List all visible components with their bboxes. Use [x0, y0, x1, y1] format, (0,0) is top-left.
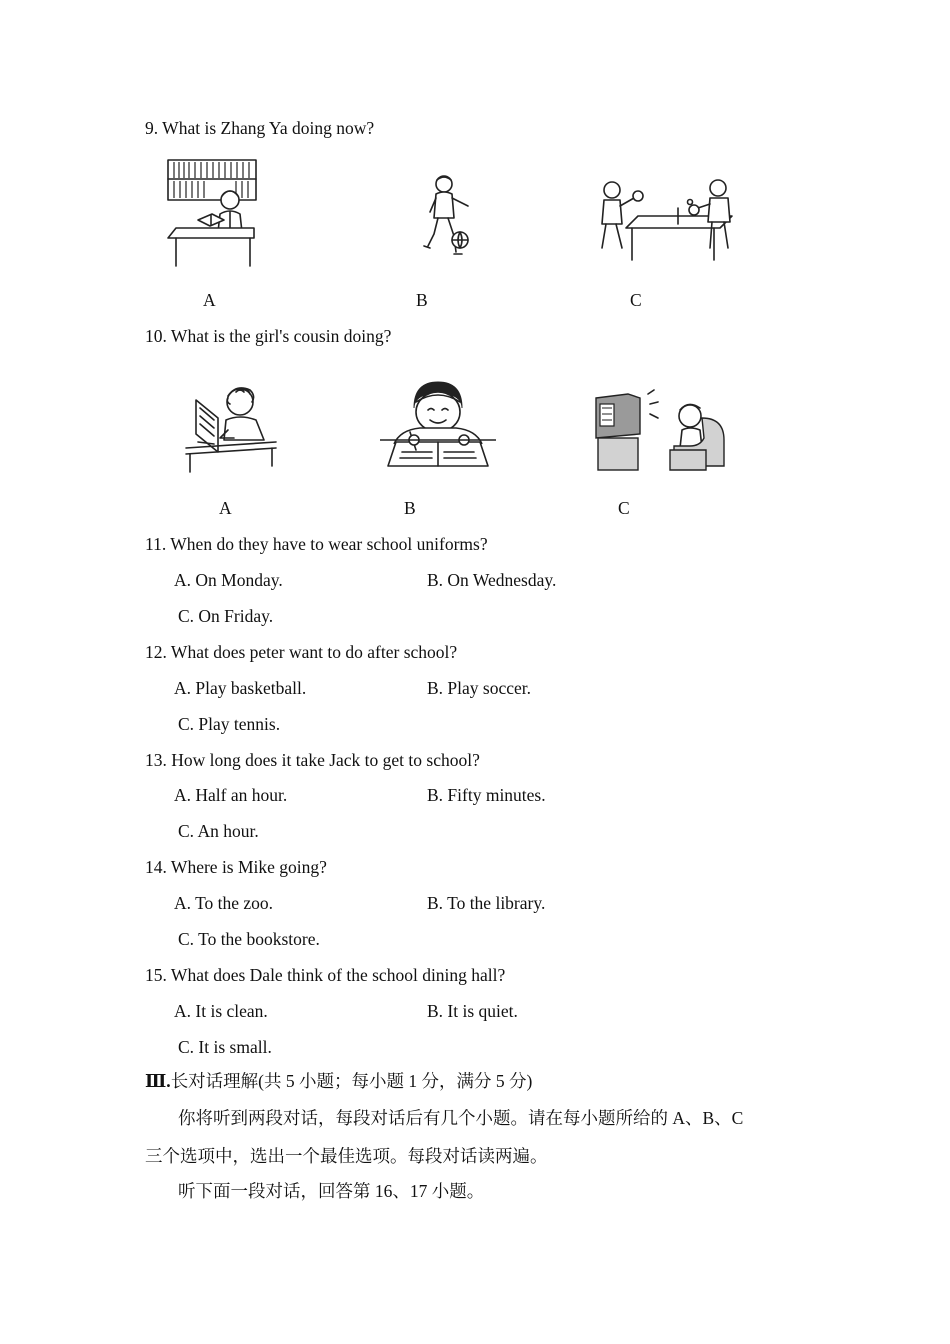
boy-icon [220, 388, 264, 440]
q9-option-a-label: A [203, 290, 216, 310]
section-3-prompt: 听下面一段对话，回答第 16、17 小题。 [178, 1181, 485, 1201]
q9-option-a-image [166, 158, 258, 268]
section-3-title: 长对话理解(共 5 小题；每小题 1 分，满分 5 分) [170, 1071, 533, 1091]
section-3-instruction-line-2: 三个选项中，选出一个最佳选项。每段对话读两遍。 [145, 1146, 548, 1166]
desk-icon [186, 442, 276, 472]
boy-icon [394, 382, 482, 444]
question-12: 12. What does peter want to do after school? [145, 642, 458, 662]
sound-lines-icon [648, 390, 658, 418]
q14-option-a: A. To the zoo. [174, 893, 274, 913]
q10-option-c-label: C [618, 498, 630, 518]
q10-option-a-label: A [219, 498, 232, 518]
q11-option-c: C. On Friday. [178, 606, 274, 626]
q13-option-b: B. Fifty minutes. [427, 785, 546, 805]
q9-option-c-label: C [630, 290, 642, 310]
desk-icon [168, 228, 254, 266]
q12-option-a: A. Play basketball. [174, 678, 307, 698]
question-9: 9. What is Zhang Ya doing now? [145, 118, 375, 138]
q11-option-b: B. On Wednesday. [427, 570, 557, 590]
notebook-icon [388, 442, 488, 466]
question-15: 15. What does Dale think of the school dining hall? [145, 965, 506, 985]
q11-option-a: A. On Monday. [174, 570, 283, 590]
question-11: 11. When do they have to wear school uniforms? [145, 534, 488, 554]
left-paddle-icon [633, 191, 643, 201]
ping-pong-ball-icon [688, 200, 693, 205]
question-14: 14. Where is Mike going? [145, 857, 327, 877]
q12-option-b: B. Play soccer. [427, 678, 532, 698]
q9-option-b-label: B [416, 290, 428, 310]
question-13: 13. How long does it take Jack to get to school? [145, 750, 480, 770]
bookshelf-icon [168, 160, 256, 200]
q15-option-a: A. It is clean. [174, 1001, 268, 1021]
q14-option-c: C. To the bookstore. [178, 929, 320, 949]
q14-option-b: B. To the library. [427, 893, 546, 913]
section-3-heading [145, 1073, 532, 1091]
question-10: 10. What is the girl's cousin doing? [145, 326, 392, 346]
q13-option-c: C. An hour. [178, 821, 259, 841]
q10-option-b-label: B [404, 498, 416, 518]
left-player-icon [602, 182, 634, 248]
q13-option-a: A. Half an hour. [174, 785, 288, 805]
section-3-numeral: Ⅲ. [145, 1071, 171, 1091]
boy-icon [218, 191, 242, 232]
section-3-instruction-line-1: 你将听到两段对话，每段对话后有几个小题。请在每小题所给的 A、B、C [178, 1108, 744, 1128]
right-paddle-icon [689, 205, 699, 215]
basketball-icon [452, 232, 468, 248]
q15-option-c: C. It is small. [178, 1037, 272, 1057]
q9-option-c-image [598, 176, 738, 266]
computer-monitor-icon [196, 400, 218, 452]
q10-option-b-image [380, 378, 496, 470]
q10-option-a-image [184, 382, 282, 474]
armchair-icon [670, 418, 724, 470]
tv-icon [596, 394, 640, 470]
q15-option-b: B. It is quiet. [427, 1001, 518, 1021]
boy-icon [679, 404, 702, 448]
q10-option-c-image [590, 388, 726, 474]
q12-option-c: C. Play tennis. [178, 714, 281, 734]
q9-option-b-image [420, 172, 480, 262]
